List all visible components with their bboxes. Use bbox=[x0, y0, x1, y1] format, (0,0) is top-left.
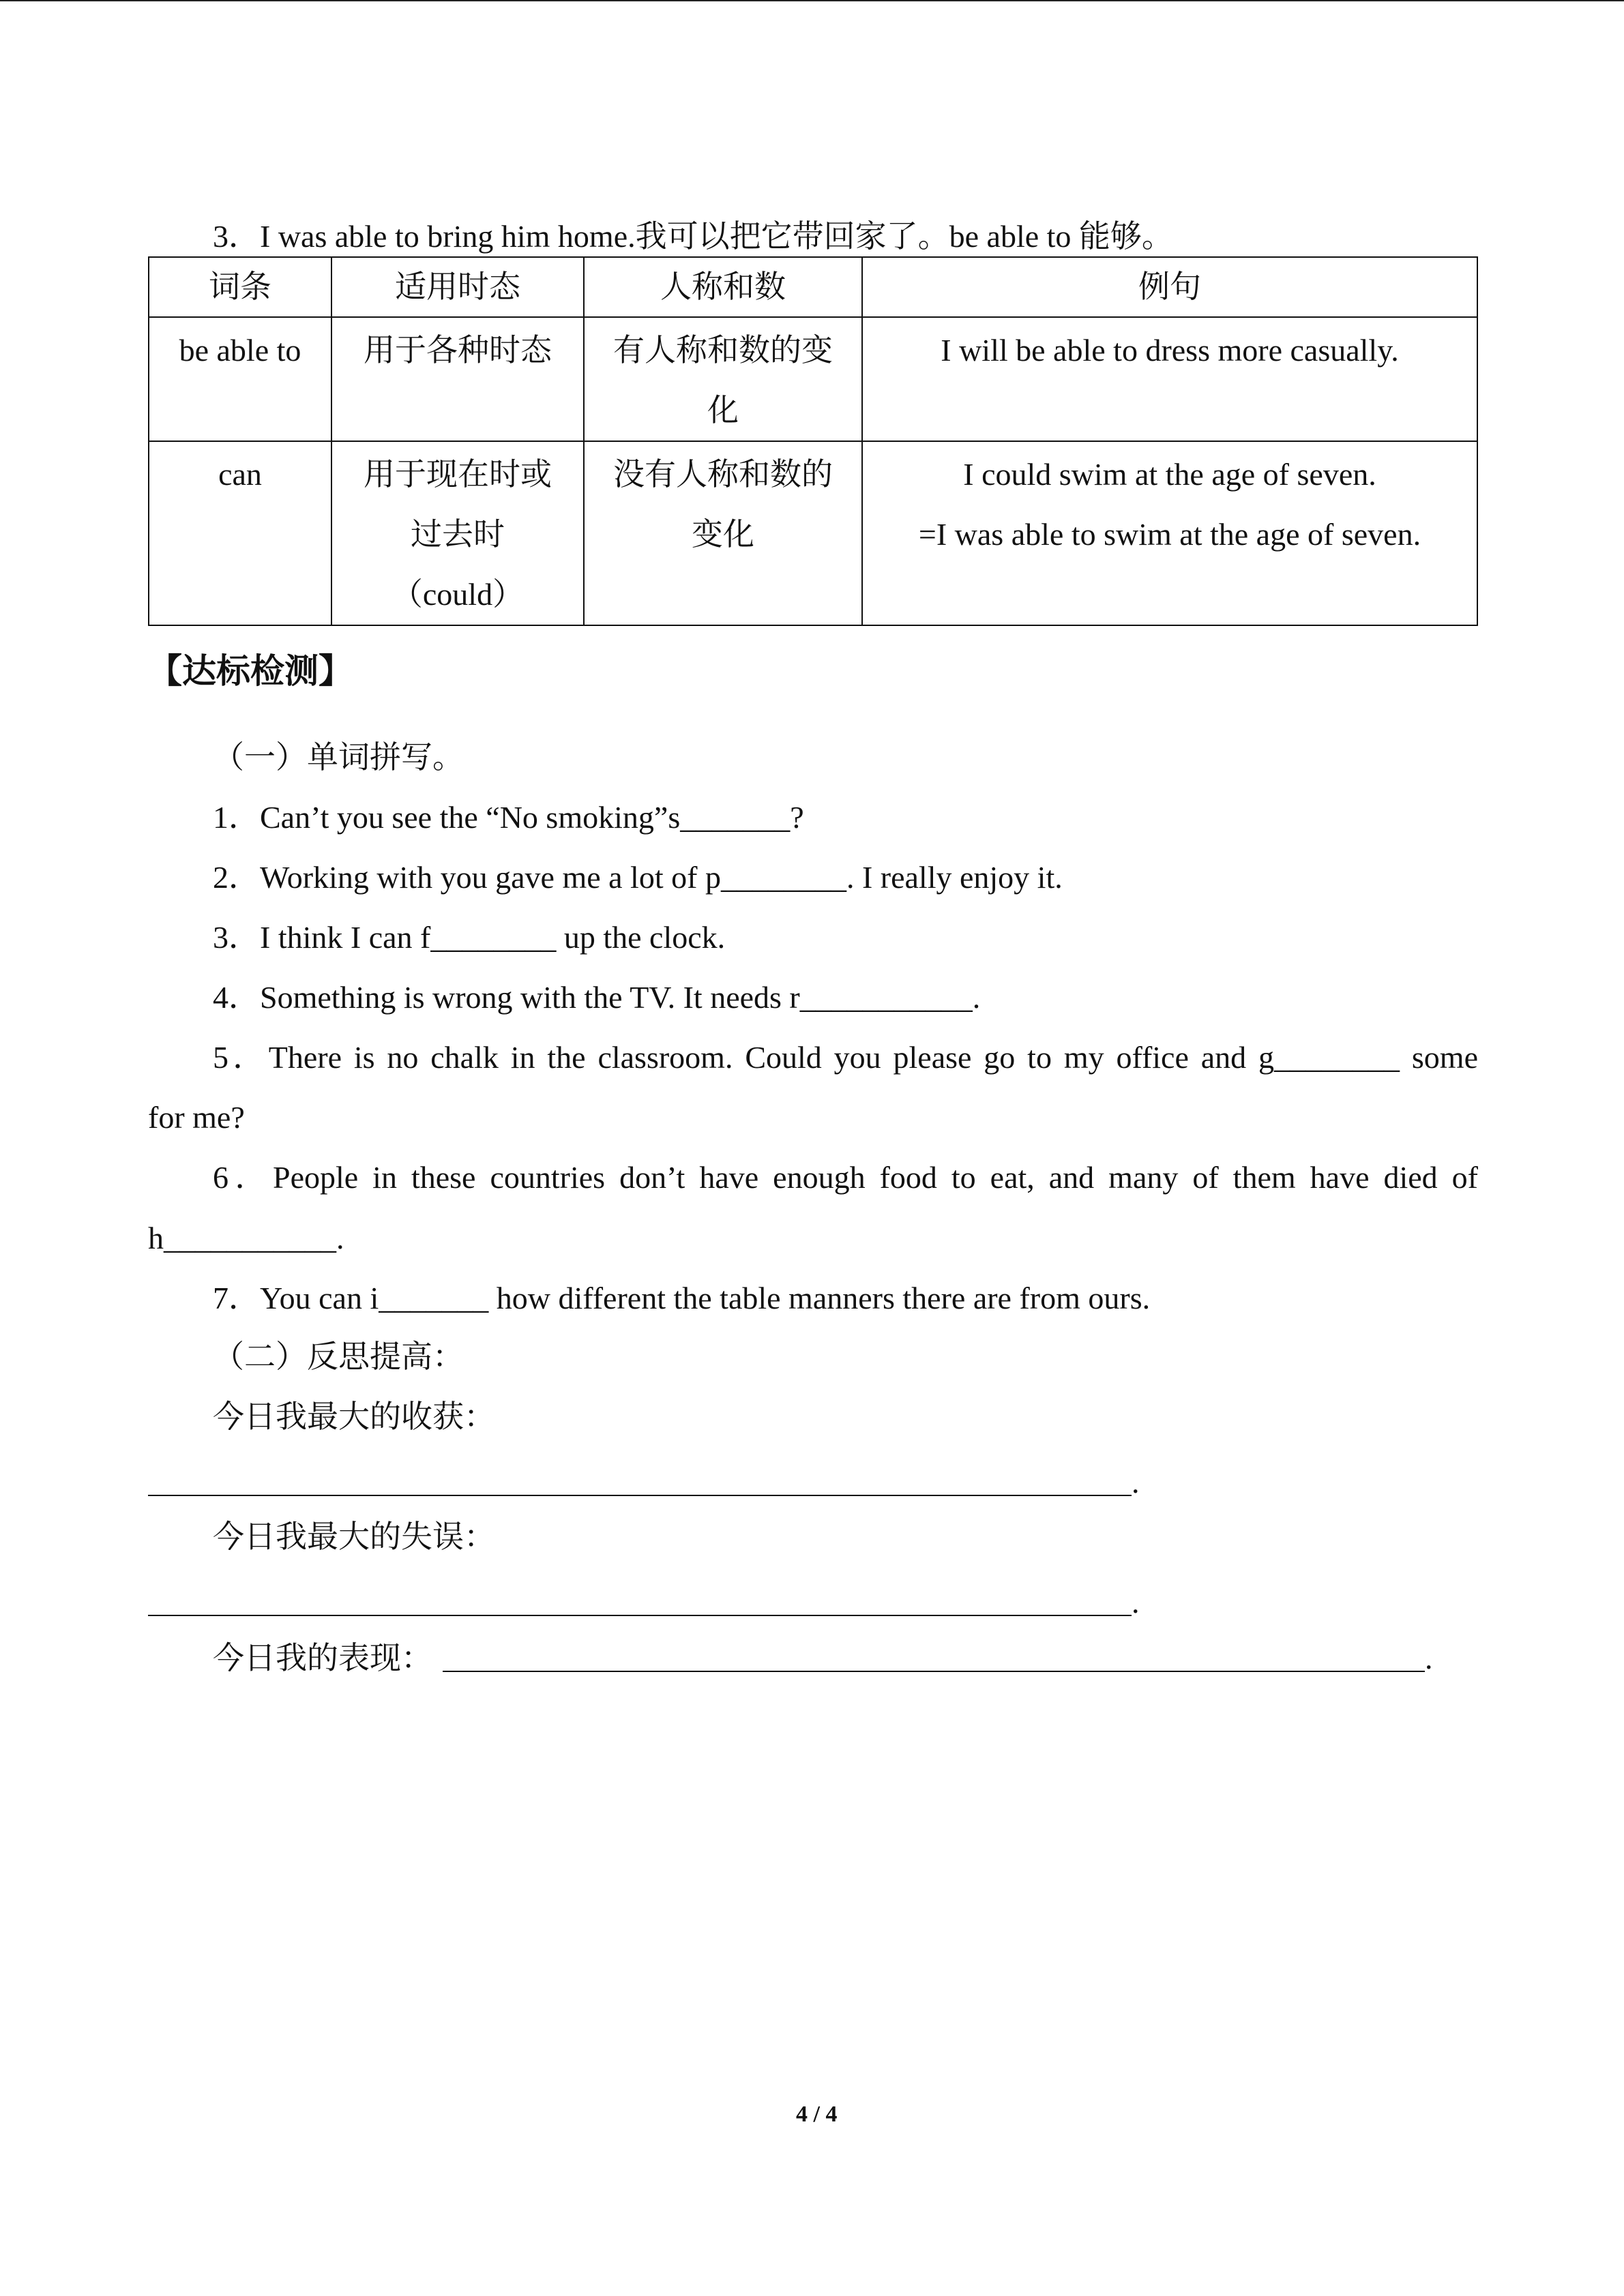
gain-answer-line[interactable] bbox=[148, 1495, 1132, 1496]
table-row bbox=[149, 441, 1477, 625]
exercise-item-6-cont: h___________. bbox=[148, 1221, 344, 1255]
cell-person-number bbox=[584, 317, 862, 441]
cell-tense bbox=[331, 441, 584, 625]
mistake-period: . bbox=[1132, 1585, 1140, 1620]
cell-line: 用于现在时或 bbox=[364, 457, 552, 492]
header-person-number: 人称和数 bbox=[584, 257, 862, 317]
cell-term: be able to bbox=[149, 317, 331, 441]
exercise-item-3: 3．I think I can f________ up the clock. bbox=[213, 920, 726, 955]
gain-period: . bbox=[1132, 1465, 1140, 1500]
exercise-item-6: 6．People in these countries don’t have enough food to eat, and many of them have died of bbox=[213, 1160, 1478, 1195]
header-tense: 适用时态 bbox=[331, 257, 584, 317]
page-number: 4 / 4 bbox=[796, 2102, 838, 2127]
grammar-point-text: I was able to bring him home.我可以把它带回家了。be able to 能够。 bbox=[260, 219, 1173, 254]
mistake-label: 今日我最大的失误： bbox=[213, 1519, 495, 1554]
cell-term: can bbox=[149, 441, 331, 625]
exercise-item-5: 5．There is no chalk in the classroom. Could you please go to my office and g________ some bbox=[213, 1040, 1478, 1075]
cell-example bbox=[862, 441, 1477, 625]
example-sentence: =I was able to swim at the age of seven. bbox=[918, 517, 1421, 552]
header-term: 词条 bbox=[149, 257, 331, 317]
performance-label: 今日我的表现： bbox=[213, 1641, 432, 1675]
cell-line: 化 bbox=[707, 393, 739, 428]
part1-title: （一）单词拼写。 bbox=[213, 740, 464, 775]
cell-line: 变化 bbox=[692, 517, 754, 552]
header-example: 例句 bbox=[862, 257, 1477, 317]
performance-period: . bbox=[1425, 1641, 1433, 1675]
cell-person-number bbox=[584, 441, 862, 625]
table-row bbox=[149, 317, 1477, 441]
cell-tense: 用于各种时态 bbox=[331, 317, 584, 441]
mistake-answer-line[interactable] bbox=[148, 1615, 1132, 1616]
grammar-comparison-table bbox=[148, 256, 1478, 626]
cell-line: （could） bbox=[391, 577, 525, 612]
gain-label: 今日我最大的收获： bbox=[213, 1399, 495, 1434]
cell-line: 有人称和数的变 bbox=[613, 333, 833, 368]
exercise-item-2: 2．Working with you gave me a lot of p________. I really enjoy it. bbox=[213, 860, 1063, 895]
cell-line: 过去时 bbox=[411, 517, 505, 552]
exercise-item-1: 1．Can’t you see the “No smoking”s_______? bbox=[213, 800, 804, 835]
cell-line: 没有人称和数的 bbox=[613, 457, 833, 492]
table-header-row bbox=[149, 257, 1477, 317]
grammar-point-number: 3． bbox=[213, 219, 260, 254]
part2-title: （二）反思提高： bbox=[213, 1339, 464, 1374]
cell-example bbox=[862, 317, 1477, 441]
exercise-item-7: 7．You can i_______ how different the table manners there are from ours. bbox=[213, 1281, 1151, 1315]
top-border bbox=[0, 0, 1624, 1]
exercise-item-5-cont: for me? bbox=[148, 1100, 245, 1135]
exercise-item-4: 4．Something is wrong with the TV. It needs r___________. bbox=[213, 980, 981, 1015]
section-title: 【达标检测】 bbox=[148, 651, 353, 691]
example-sentence: I will be able to dress more casually. bbox=[941, 333, 1399, 368]
grammar-point-3 bbox=[213, 217, 1173, 256]
example-sentence: I could swim at the age of seven. bbox=[963, 457, 1376, 492]
performance-answer-line[interactable] bbox=[443, 1671, 1425, 1672]
